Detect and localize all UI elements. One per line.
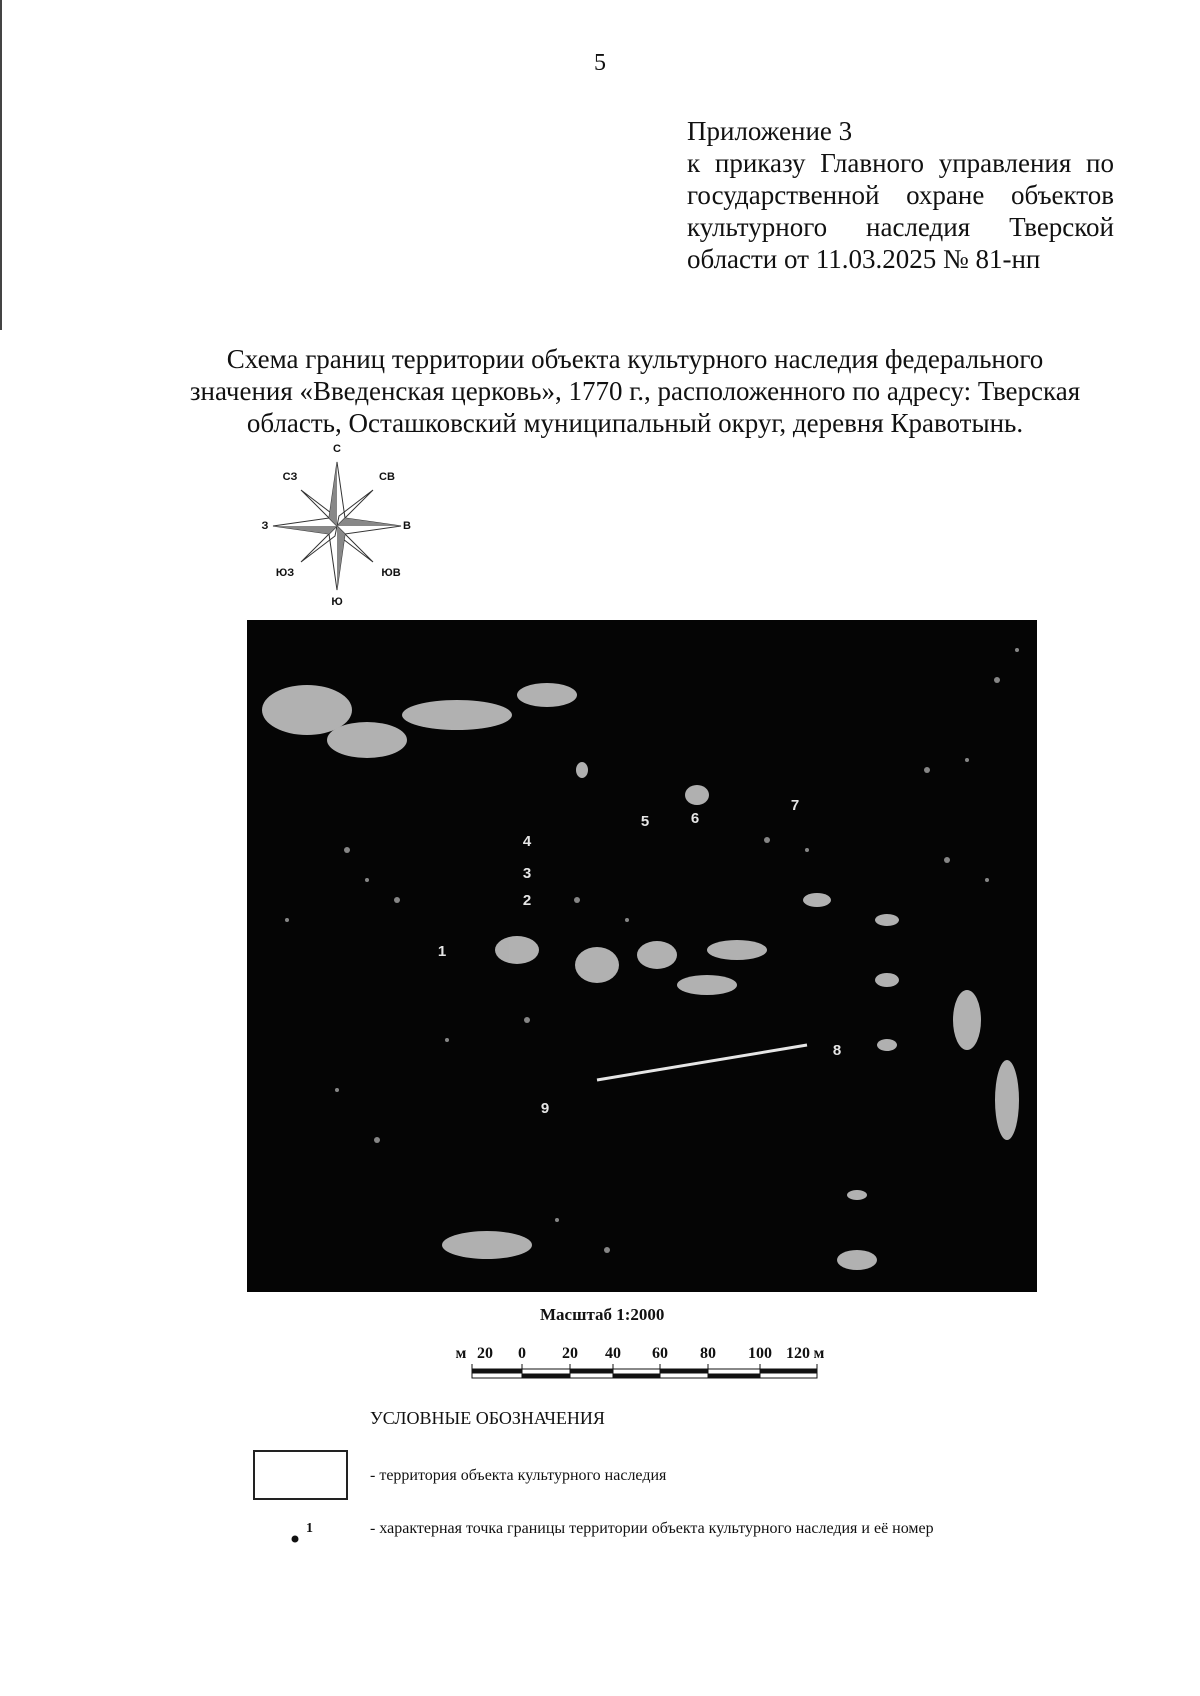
point-label: 1 bbox=[437, 943, 447, 960]
scale-tick-label: 80 bbox=[700, 1345, 716, 1362]
scale-caption: Масштаб 1:2000 bbox=[540, 1305, 665, 1324]
scale-tick-label: 100 bbox=[748, 1345, 772, 1362]
point-label: 8 bbox=[832, 1042, 842, 1059]
scale-tick-label: 20 bbox=[477, 1345, 493, 1362]
scale-tick-label: 20 bbox=[562, 1345, 578, 1362]
appendix-line: Приложение 3 bbox=[687, 116, 853, 146]
legend-item-point: - характерная точка границы территории объекта культурного наследия и её номер bbox=[370, 1520, 934, 1537]
compass-label-nw: СЗ bbox=[282, 471, 298, 483]
appendix-line: области от 11.03.2025 № 81-нп bbox=[687, 244, 1041, 274]
title-line: область, Осташковский муниципальный округ, деревня Кравотынь. bbox=[246, 408, 1024, 438]
point-label: 6 bbox=[690, 810, 700, 827]
compass-label-s: Ю bbox=[331, 596, 343, 608]
appendix-line: к приказу Главного управления по bbox=[687, 148, 1114, 178]
compass-label-se: ЮВ bbox=[381, 567, 401, 579]
point-label: 2 bbox=[522, 892, 532, 909]
scale-unit-left: м bbox=[455, 1345, 467, 1362]
legend-territory-swatch bbox=[253, 1450, 348, 1500]
page-number: 5 bbox=[594, 50, 606, 76]
legend-item-territory: - территория объекта культурного наследия bbox=[370, 1467, 667, 1484]
point-label: 7 bbox=[790, 797, 800, 814]
scale-tick-label: 120 bbox=[786, 1345, 810, 1362]
scale-unit-right: м bbox=[813, 1345, 825, 1362]
compass-label-n: С bbox=[333, 443, 341, 455]
title-line: Схема границ территории объекта культурного наследия федерального bbox=[226, 344, 1044, 374]
scale-tick-label: 60 bbox=[652, 1345, 668, 1362]
title-line: значения «Введенская церковь», 1770 г., расположенного по адресу: Тверская bbox=[189, 376, 1081, 406]
boundary-line bbox=[597, 1045, 807, 1080]
compass-label-e: В bbox=[403, 520, 411, 532]
scale-tick-label: 0 bbox=[518, 1345, 526, 1362]
point-label: 4 bbox=[522, 833, 532, 850]
legend-point-icon bbox=[287, 1520, 317, 1546]
compass-rose-icon bbox=[255, 440, 415, 610]
legend-title: УСЛОВНЫЕ ОБОЗНАЧЕНИЯ bbox=[370, 1408, 605, 1428]
compass-label-w: З bbox=[261, 520, 269, 532]
scale-tick-label: 40 bbox=[605, 1345, 621, 1362]
appendix-line: государственной охране объектов bbox=[687, 180, 1114, 210]
scale-bar bbox=[455, 1342, 825, 1387]
aerial-map bbox=[247, 620, 1037, 1292]
appendix-line: культурного наследия Тверской bbox=[687, 212, 1114, 242]
legend-point-number: 1 bbox=[306, 1521, 313, 1536]
compass-label-sw: ЮЗ bbox=[275, 567, 295, 579]
point-label: 9 bbox=[540, 1100, 550, 1117]
appendix-header bbox=[687, 115, 1114, 275]
map-features bbox=[262, 683, 1019, 1270]
map-graphic bbox=[247, 620, 1037, 1292]
point-label: 5 bbox=[640, 813, 650, 830]
compass-label-ne: СВ bbox=[379, 471, 395, 483]
point-label: 3 bbox=[522, 865, 532, 882]
document-title bbox=[150, 343, 1120, 439]
